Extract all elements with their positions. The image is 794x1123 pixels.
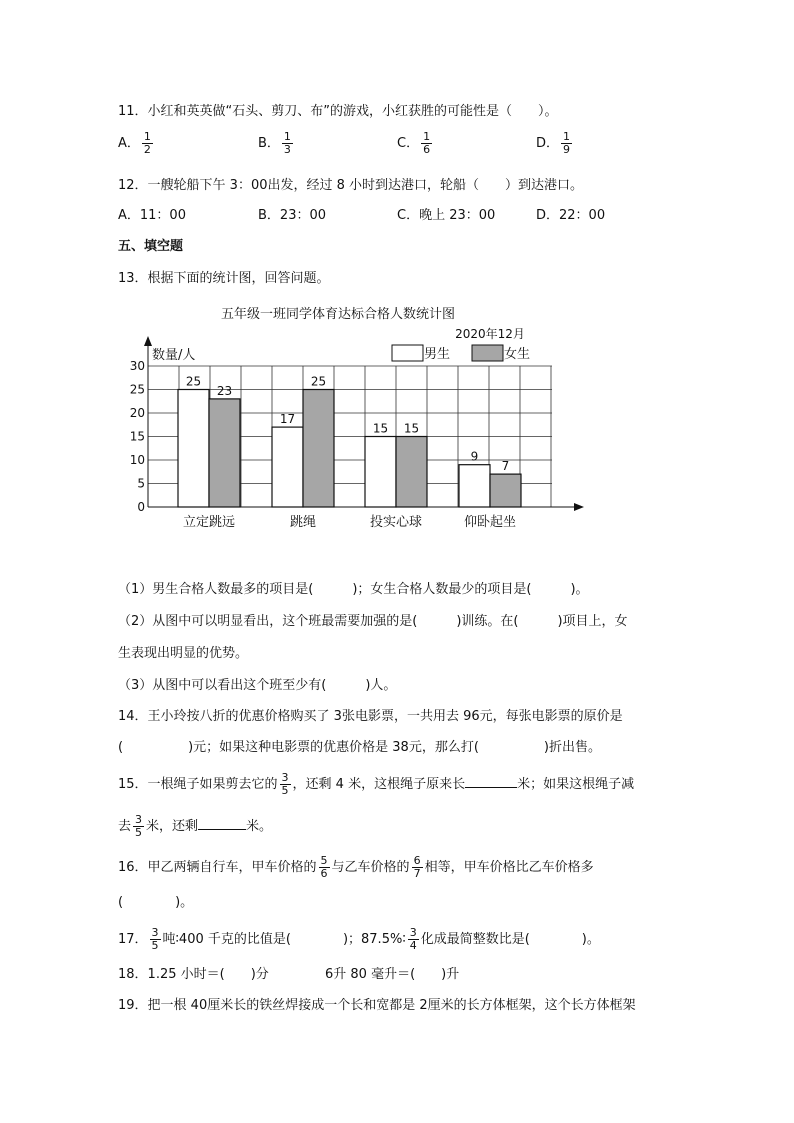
fraction: $\frac{3}{4}$ xyxy=(409,926,417,952)
bar-value-label: 17 xyxy=(279,412,296,427)
bar xyxy=(459,465,490,507)
q13-sub2-line1: （2）从图中可以明显看出，这个班最需要加强的是( )训练。在( )项目上，女 xyxy=(118,614,628,629)
fraction: $\frac{1}{2}$ xyxy=(143,130,151,156)
bar xyxy=(303,390,334,508)
fraction: $\frac{5}{6}$ xyxy=(320,854,328,880)
bar xyxy=(272,427,303,507)
chart-legend xyxy=(392,345,530,362)
y-axis-arrow xyxy=(144,336,152,346)
text-run: 17． xyxy=(118,932,148,947)
bar-value-label: 9 xyxy=(470,449,479,464)
chart-title: 五年级一班同学体育达标合格人数统计图 xyxy=(220,307,456,322)
chart-subtitle: 2020年12月 xyxy=(455,327,525,341)
text-run: 吨∶400 千克的比值是( )；87.5%∶ xyxy=(162,932,406,947)
bar-value-label: 15 xyxy=(403,421,420,436)
bar-value-label: 23 xyxy=(216,383,233,398)
chart-bars xyxy=(178,375,521,508)
q12-option-b: B．23：00 xyxy=(258,208,327,223)
answer-blank[interactable] xyxy=(198,815,246,830)
y-tick-label: 15 xyxy=(129,429,145,444)
q11-option-d xyxy=(536,131,574,156)
q15-line1 xyxy=(118,772,634,797)
y-tick-label: 0 xyxy=(137,500,145,514)
text-run: 米；如果这根绳子减 xyxy=(517,777,635,792)
text-run: 与乙车价格的 xyxy=(331,860,410,875)
bar-value-label: 15 xyxy=(372,421,389,436)
legend-label: 女生 xyxy=(504,347,531,362)
fraction: $\frac{1}{6}$ xyxy=(423,130,431,156)
q15-line2 xyxy=(118,814,272,839)
q16-line1 xyxy=(118,855,594,880)
x-tick-label: 投实心球 xyxy=(369,515,423,530)
q12-stem: 12．一艘轮船下午 3：00出发，经过 8 小时到达港口，轮船（ ）到达港口。 xyxy=(118,178,584,193)
x-tick-label: 立定跳远 xyxy=(182,515,236,530)
section-heading: 五、填空题 xyxy=(118,239,184,254)
y-tick-label: 20 xyxy=(129,406,145,420)
text-run: 米，还剩 xyxy=(146,819,199,834)
q14-line2: ( )元；如果这种电影票的优惠价格是 38元，那么打( )折出售。 xyxy=(118,740,601,755)
option-letter: D． xyxy=(536,136,560,151)
bar-value-label: 25 xyxy=(185,374,202,389)
bar xyxy=(209,399,240,507)
y-tick-label: 30 xyxy=(129,359,145,373)
legend-swatch xyxy=(392,345,423,361)
text-run: 15．一根绳子如果剪去它的 xyxy=(118,777,278,792)
bar-value-label: 7 xyxy=(501,459,510,474)
q11-option-c xyxy=(397,131,434,156)
q18-part1: 18．1.25 小时＝( )分 xyxy=(118,967,269,982)
text-run: ，还剩 4 米，这根绳子原来长 xyxy=(292,777,466,792)
q11-option-b xyxy=(258,131,295,156)
q12-option-c: C．晚上 23：00 xyxy=(397,208,496,223)
q18-part2: 6升 80 毫升＝( )升 xyxy=(325,967,460,982)
y-tick-label: 10 xyxy=(129,453,145,467)
q11-option-a xyxy=(118,131,155,156)
q12-option-d: D．22：00 xyxy=(536,208,606,223)
option-letter: A． xyxy=(118,136,140,151)
q17-line xyxy=(118,927,600,952)
y-axis-label: 数量/人 xyxy=(152,348,196,363)
q11-stem: 11．小红和英英做“石头、剪刀、布”的游戏，小红获胜的可能性是（ ）。 xyxy=(118,104,558,119)
text-run: 去 xyxy=(118,819,132,834)
q13-sub3: （3）从图中可以看出这个班至少有( )人。 xyxy=(118,678,397,693)
y-tick-label: 25 xyxy=(129,382,145,397)
fraction: $\frac{3}{5}$ xyxy=(281,771,289,797)
q14-line1: 14．王小玲按八折的优惠价格购买了 3张电影票，一共用去 96元，每张电影票的原价是 xyxy=(118,709,623,724)
x-tick-label: 仰卧起坐 xyxy=(463,515,517,530)
x-tick-label: 跳绳 xyxy=(289,515,317,530)
text-run: 化成最简整数比是( )。 xyxy=(420,932,600,947)
q12-option-a: A．11：00 xyxy=(118,208,186,223)
legend-label: 男生 xyxy=(424,347,451,362)
text-run: 相等，甲车价格比乙车价格多 xyxy=(424,860,594,875)
option-letter: B． xyxy=(258,136,280,151)
q13-sub1: （1）男生合格人数最多的项目是( )；女生合格人数最少的项目是( )。 xyxy=(118,582,589,597)
q19-line1: 19．把一根 40厘米长的铁丝焊接成一个长和宽都是 2厘米的长方体框架，这个长方体框架 xyxy=(118,998,636,1013)
fraction: $\frac{3}{5}$ xyxy=(151,926,159,952)
bar xyxy=(365,437,396,508)
fraction: $\frac{1}{9}$ xyxy=(563,130,571,156)
legend-swatch xyxy=(472,345,503,361)
bar xyxy=(178,390,209,508)
q13-stem: 13．根据下面的统计图，回答问题。 xyxy=(118,271,330,286)
text-run: 米。 xyxy=(246,819,273,834)
answer-blank[interactable] xyxy=(465,773,517,788)
x-axis-arrow xyxy=(574,503,584,511)
text-run: 16．甲乙两辆自行车，甲车价格的 xyxy=(118,860,317,875)
option-letter: C． xyxy=(397,136,420,151)
fraction: $\frac{1}{3}$ xyxy=(283,130,291,156)
bar xyxy=(490,474,521,507)
q16-line2: ( )。 xyxy=(118,895,194,910)
bar xyxy=(396,437,427,508)
fraction: $\frac{3}{5}$ xyxy=(135,813,143,839)
bar-value-label: 25 xyxy=(310,374,327,389)
bar-chart xyxy=(0,300,794,540)
y-tick-label: 5 xyxy=(137,476,145,491)
q13-sub2-line2: 生表现出明显的优势。 xyxy=(118,646,249,661)
fraction: $\frac{6}{7}$ xyxy=(413,854,421,880)
